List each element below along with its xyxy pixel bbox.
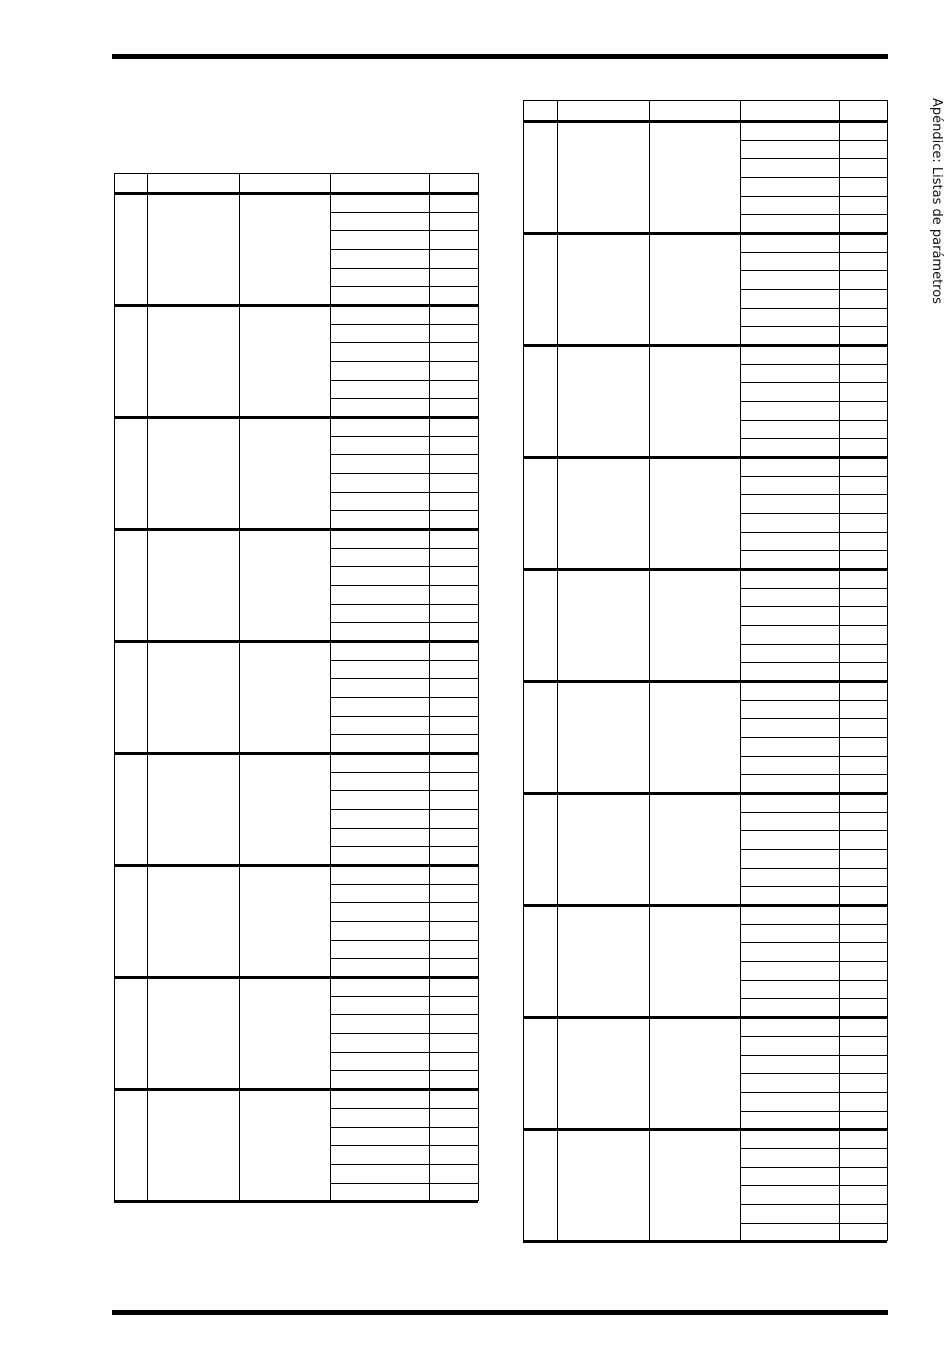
table-row-line [330, 342, 478, 343]
table-row-line [330, 734, 478, 735]
table-row-line [740, 924, 887, 925]
table-row-line [740, 1092, 887, 1093]
table-row-line [330, 1145, 478, 1146]
table-group-separator [523, 456, 887, 459]
table-bottom-line [523, 1240, 887, 1243]
table-row-line [740, 382, 887, 383]
table-row-line [740, 140, 887, 141]
table-row-line [330, 604, 478, 605]
table-row-line [740, 868, 887, 869]
table-header-top-line [523, 100, 887, 101]
table-row-line [330, 286, 478, 287]
table-row-line [330, 1014, 478, 1015]
table-row-line [330, 1183, 478, 1184]
table-row-line [330, 454, 478, 455]
table-row-line [330, 585, 478, 586]
table-row-line [740, 606, 887, 607]
table-row-line [740, 438, 887, 439]
table-row-line [740, 849, 887, 850]
table-row-line [330, 1127, 478, 1128]
table-column-line [649, 100, 650, 1241]
table-row-line [740, 476, 887, 477]
table-row-line [330, 622, 478, 623]
table-column-line [887, 100, 888, 1241]
table-row-line [740, 1055, 887, 1056]
table-group-separator [114, 192, 478, 195]
table-row-line [330, 268, 478, 269]
table-row-line [330, 1070, 478, 1071]
table-row-line [330, 249, 478, 250]
table-bottom-line [114, 1200, 478, 1203]
table-row-line [740, 289, 887, 290]
table-row-line [740, 1111, 887, 1112]
table-row-line [740, 886, 887, 887]
table-row-line [330, 510, 478, 511]
table-row-line [330, 996, 478, 997]
table-row-line [740, 1073, 887, 1074]
table-row-line [740, 401, 887, 402]
table-row-line [740, 550, 887, 551]
table-row-line [330, 1164, 478, 1165]
table-row-line [330, 846, 478, 847]
table-row-line [740, 756, 887, 757]
table-row-line [330, 230, 478, 231]
table-row-line [330, 809, 478, 810]
table-row-line [330, 828, 478, 829]
table-row-line [330, 566, 478, 567]
table-row-line [740, 1167, 887, 1168]
table-group-separator [523, 568, 887, 571]
table-row-line [330, 473, 478, 474]
table-row-line [330, 380, 478, 381]
table-row-line [330, 921, 478, 922]
table-row-line [330, 790, 478, 791]
section-title-vertical: Apéndice: Listas de parámetros [929, 98, 944, 304]
top-rule [112, 54, 888, 59]
table-row-line [740, 1223, 887, 1224]
table-row-line [330, 492, 478, 493]
table-row-line [330, 660, 478, 661]
table-group-separator [114, 976, 478, 979]
table-column-line [557, 100, 558, 1241]
table-column-line [147, 173, 148, 1201]
table-group-separator [523, 120, 887, 123]
table-row-line [740, 214, 887, 215]
table-row-line [330, 548, 478, 549]
table-row-line [740, 513, 887, 514]
table-row-line [740, 718, 887, 719]
table-row-line [330, 1033, 478, 1034]
table-row-line [740, 1148, 887, 1149]
table-row-line [740, 942, 887, 943]
table-column-line [523, 100, 524, 1241]
table-row-line [330, 884, 478, 885]
table-row-line [740, 1185, 887, 1186]
table-row-line [740, 812, 887, 813]
table-row-line [740, 196, 887, 197]
table-column-line [114, 173, 115, 1201]
table-row-line [330, 940, 478, 941]
table-row-line [330, 436, 478, 437]
table-row-line [740, 420, 887, 421]
table-row-line [330, 958, 478, 959]
table-row-line [330, 398, 478, 399]
parameter-table-right [523, 100, 887, 1241]
table-group-separator [114, 752, 478, 755]
table-group-separator [523, 792, 887, 795]
table-row-line [740, 625, 887, 626]
table-group-separator [523, 232, 887, 235]
table-row-line [740, 158, 887, 159]
table-row-line [740, 364, 887, 365]
table-row-line [330, 1052, 478, 1053]
table-row-line [330, 678, 478, 679]
table-group-separator [114, 528, 478, 531]
table-row-line [740, 308, 887, 309]
table-row-line [330, 1108, 478, 1109]
table-group-separator [523, 344, 887, 347]
table-row-line [740, 998, 887, 999]
table-row-line [740, 1204, 887, 1205]
table-row-line [740, 980, 887, 981]
table-row-line [740, 662, 887, 663]
bottom-rule [112, 1310, 888, 1315]
table-row-line [740, 270, 887, 271]
table-group-separator [114, 416, 478, 419]
parameter-table-left [114, 173, 478, 1201]
table-group-separator [114, 640, 478, 643]
table-row-line [740, 737, 887, 738]
table-row-line [740, 700, 887, 701]
table-column-line [478, 173, 479, 1201]
table-row-line [740, 774, 887, 775]
table-column-line [330, 173, 331, 1201]
table-row-line [740, 1036, 887, 1037]
table-group-separator [114, 1088, 478, 1091]
table-row-line [740, 961, 887, 962]
table-row-line [330, 697, 478, 698]
table-row-line [330, 902, 478, 903]
table-group-separator [114, 304, 478, 307]
table-row-line [740, 588, 887, 589]
table-row-line [330, 324, 478, 325]
table-group-separator [523, 1016, 887, 1019]
table-group-separator [114, 864, 478, 867]
table-row-line [740, 532, 887, 533]
table-row-line [740, 830, 887, 831]
table-column-line [239, 173, 240, 1201]
table-row-line [740, 326, 887, 327]
table-row-line [740, 644, 887, 645]
table-header-top-line [114, 173, 478, 174]
table-row-line [740, 252, 887, 253]
table-row-line [330, 361, 478, 362]
table-group-separator [523, 680, 887, 683]
table-row-line [330, 716, 478, 717]
table-row-line [330, 772, 478, 773]
table-column-line [429, 173, 430, 1201]
table-row-line [330, 212, 478, 213]
table-row-line [740, 177, 887, 178]
table-group-separator [523, 1128, 887, 1131]
table-row-line [740, 494, 887, 495]
table-group-separator [523, 904, 887, 907]
